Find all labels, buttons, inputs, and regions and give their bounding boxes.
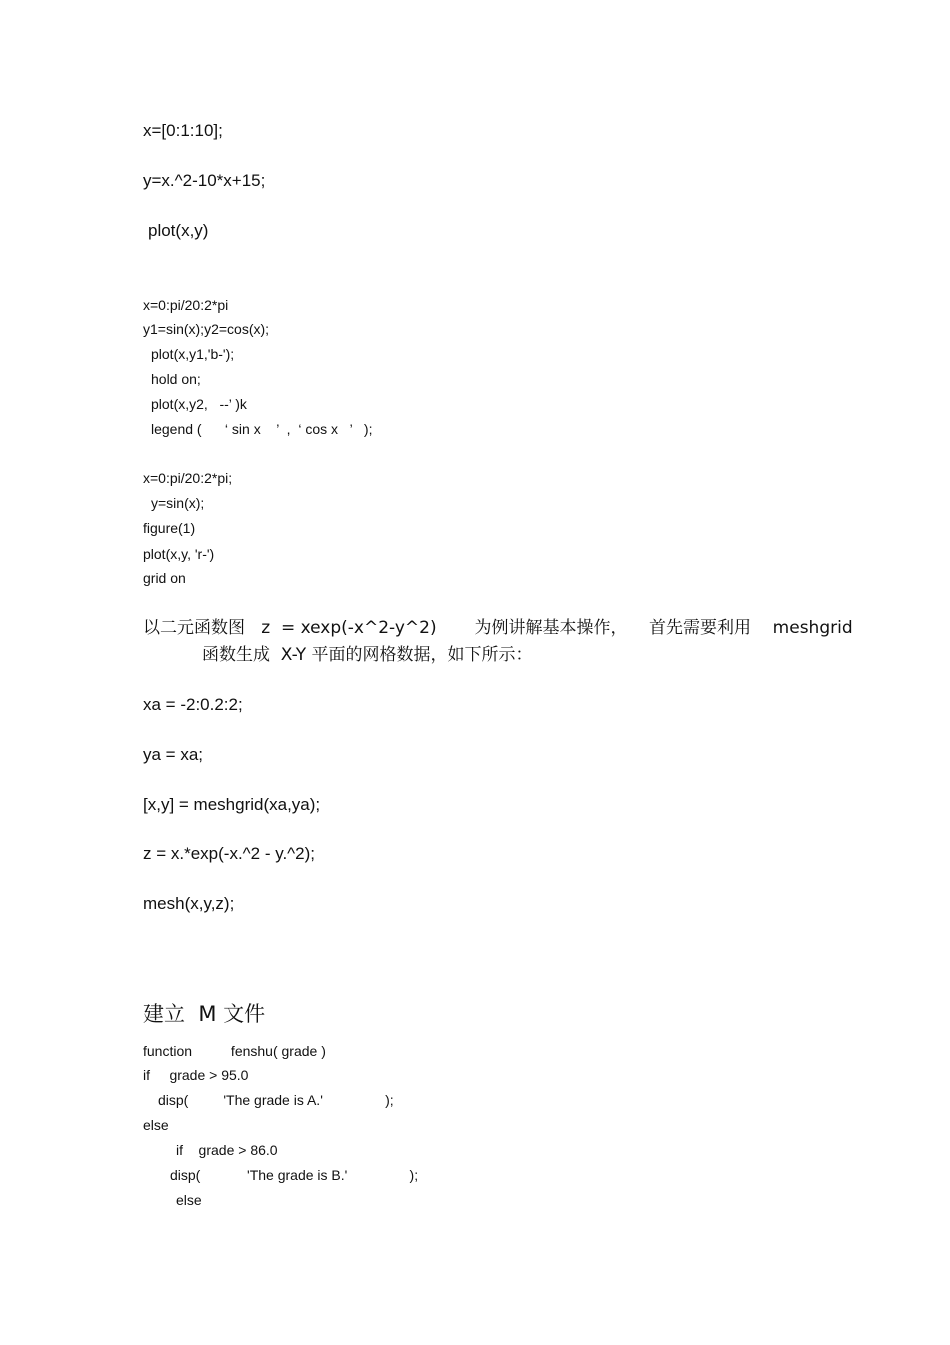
code-line: else (176, 1192, 202, 1208)
code-line: disp( 'The grade is A.' ); (158, 1092, 394, 1108)
code-line: disp( 'The grade is B.' ); (170, 1167, 419, 1183)
paragraph-line: 以二元函数图 z = xexp(-x^2-y^2) 为例讲解基本操作， 首先需要利用 meshgrid (143, 618, 853, 638)
code-line: legend ( ‘ sin x ’ , ‘ cos x ’ ); (151, 421, 373, 437)
code-line: z = x.*exp(-x.^2 - y.^2); (143, 844, 315, 863)
paragraph-line: 函数生成 X-Y 平面的网格数据，如下所示： (202, 645, 533, 665)
code-line: y=x.^2-10*x+15; (143, 171, 266, 190)
code-line: x=0:pi/20:2*pi; (143, 470, 233, 486)
code-line: function fenshu( grade ) (143, 1043, 326, 1059)
code-line: plot(x,y) (148, 221, 209, 240)
code-line: if grade > 95.0 (143, 1067, 249, 1083)
code-line: grid on (143, 570, 186, 586)
code-line: y=sin(x); (151, 495, 205, 511)
code-line: hold on; (151, 371, 201, 387)
code-line: xa = -2:0.2:2; (143, 695, 243, 714)
code-line: plot(x,y, 'r-') (143, 546, 215, 562)
section-heading: 建立 M 文件 (143, 1002, 266, 1026)
code-line: x=0:pi/20:2*pi (143, 297, 229, 313)
code-line: x=[0:1:10]; (143, 121, 223, 140)
code-line: mesh(x,y,z); (143, 894, 235, 913)
code-line: ya = xa; (143, 745, 204, 764)
code-line: plot(x,y1,'b-'); (151, 346, 235, 362)
code-line: y1=sin(x);y2=cos(x); (143, 321, 270, 337)
code-line: figure(1) (143, 520, 196, 536)
code-line: else (143, 1117, 169, 1133)
code-line: [x,y] = meshgrid(xa,ya); (143, 795, 321, 814)
code-line: if grade > 86.0 (176, 1142, 278, 1158)
code-line: plot(x,y2, --’ )k (151, 396, 247, 412)
